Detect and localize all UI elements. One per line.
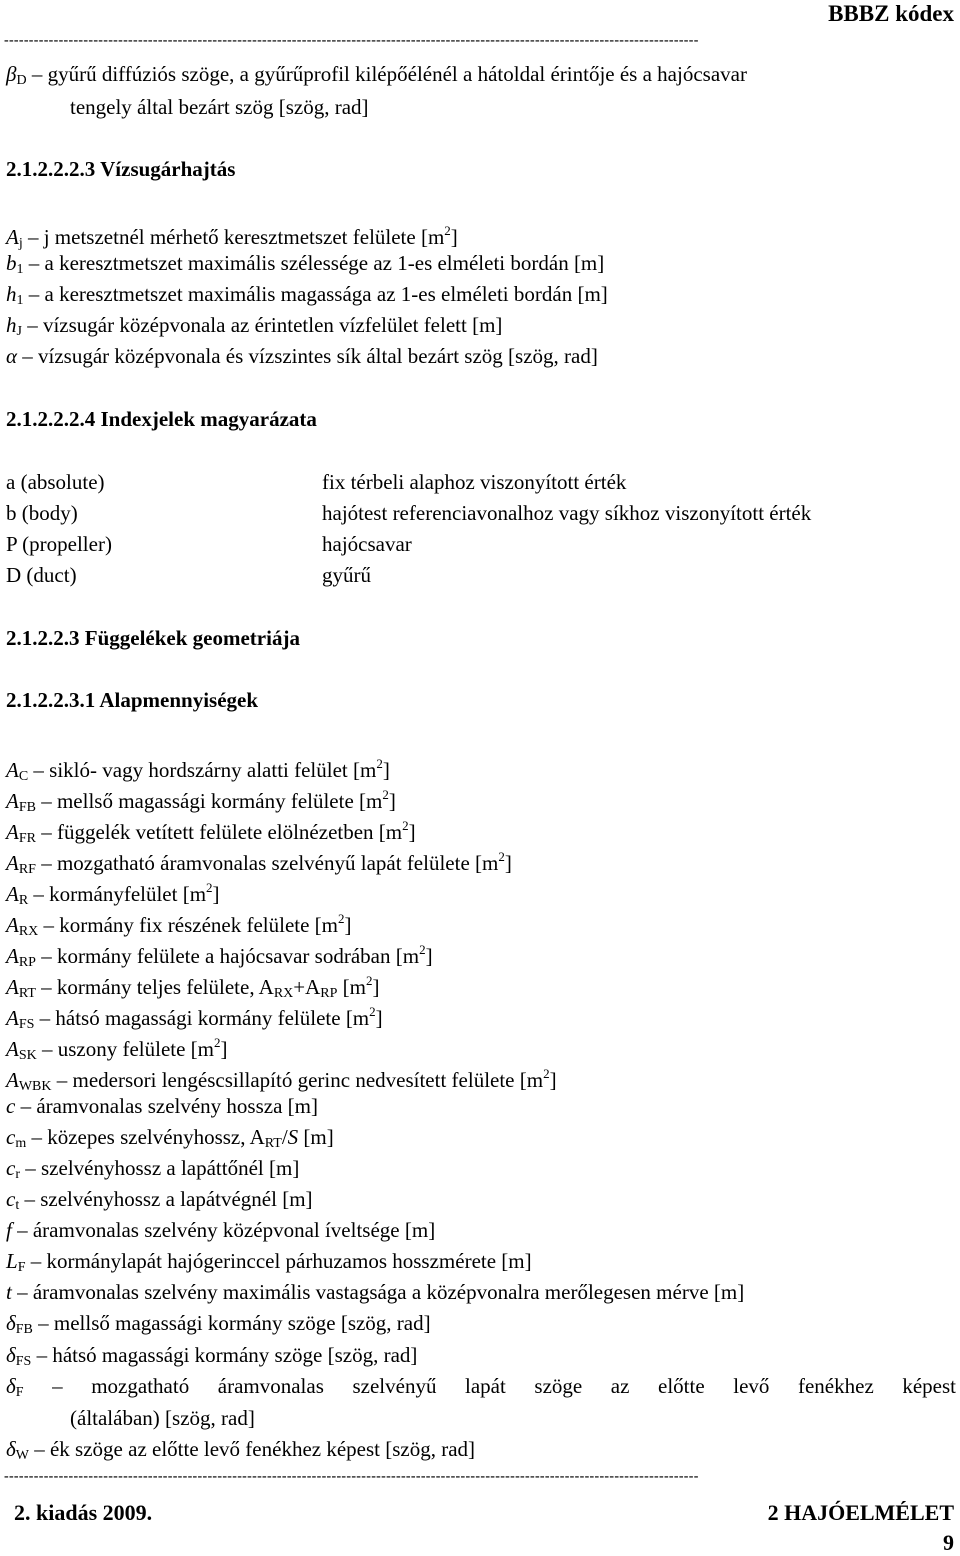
beta-sub: D — [16, 73, 27, 88]
item-sup: 2 — [376, 756, 383, 771]
item-symbol: c — [6, 1187, 16, 1211]
index-value: hajótest referenciavonalhoz vagy síkhoz viszonyított érték — [322, 501, 812, 525]
item-sub: RT — [18, 986, 36, 1001]
item-text: +A — [293, 975, 321, 999]
item-sub: r — [15, 1167, 20, 1182]
s1-item — [6, 251, 604, 282]
item-after: ] — [382, 758, 390, 782]
item-sup: 2 — [366, 973, 373, 988]
s4-item — [6, 1280, 744, 1304]
item-symbol: A — [6, 851, 19, 875]
s4-item — [6, 1311, 431, 1342]
item-text: – áramvonalas szelvény hossza [m] — [15, 1094, 318, 1118]
intro-beta-d-line — [6, 62, 747, 93]
item-after: ] — [388, 789, 396, 813]
item-sup: 2 — [382, 787, 389, 802]
item-symbol: A — [6, 944, 19, 968]
item-symbol: t — [6, 1280, 12, 1304]
item-after: ] — [549, 1068, 557, 1092]
item-symbol: b — [6, 251, 17, 275]
chapter-label: 2 HAJÓELMÉLET — [767, 1500, 954, 1525]
s4-item — [6, 1374, 956, 1405]
item-sup: 2 — [402, 818, 409, 833]
item-sub: RP — [320, 986, 338, 1001]
item-sub: FB — [18, 800, 36, 815]
item-symbol: A — [6, 1068, 19, 1092]
item-after: ] — [220, 1037, 228, 1061]
document-code-title: BBBZ kódex — [828, 1, 954, 26]
item-sup: 2 — [419, 942, 426, 957]
item-symbol: δ — [6, 1374, 16, 1398]
index-key: D (duct) — [6, 563, 77, 587]
item-sub: 1 — [16, 293, 24, 308]
item-symbol: A — [6, 1037, 19, 1061]
item-text: [m — [337, 975, 366, 999]
item-text: – kormányfelület [m — [28, 882, 207, 906]
item-text: [m] — [298, 1125, 334, 1149]
item-symbol: A — [6, 820, 19, 844]
item-symbol: A — [6, 789, 19, 813]
item-text: – kormány felülete a hajócsavar sodrában [m — [35, 944, 420, 968]
item-sub: m — [15, 1136, 27, 1151]
heading-alapmennyisegek: 2.1.2.2.3.1 Alapmennyiségek — [6, 688, 259, 712]
s4-item — [70, 1406, 255, 1430]
s1-item — [6, 282, 608, 313]
item-text: – kormány teljes felülete, A — [35, 975, 274, 999]
item-symbol: δ — [6, 1311, 16, 1335]
item-symbol: A — [6, 882, 19, 906]
item-sub: WBK — [18, 1079, 52, 1094]
item-sub: RT — [264, 1136, 282, 1151]
item-sup: 2 — [214, 1035, 221, 1050]
item-symbol: A — [6, 1006, 19, 1030]
item-text: / — [281, 1125, 288, 1149]
beta-symbol: β — [6, 62, 17, 86]
item-sup: 2 — [206, 880, 213, 895]
item-symbol: L — [6, 1249, 18, 1273]
item-text: – medersori lengéscsillapító gerinc nedvesített felülete [m — [51, 1068, 544, 1092]
item-text: – áramvonalas szelvény középvonal íveltsége [m] — [11, 1218, 436, 1242]
item-text: – mozgatható áramvonalas szelvényű lapát felülete [m — [35, 851, 499, 875]
s4-item — [6, 1156, 299, 1187]
item-text: – hátsó magassági kormány felülete [m — [34, 1006, 370, 1030]
s4-item — [6, 1094, 318, 1118]
item-text: (általában) [szög, rad] — [70, 1406, 255, 1430]
item-symbol: c — [6, 1125, 16, 1149]
item-symbol: A — [6, 225, 19, 249]
s1-item — [6, 344, 598, 368]
item-after: ] — [375, 1006, 383, 1030]
item-text: – uszony felülete [m — [36, 1037, 215, 1061]
index-key: a (absolute) — [6, 470, 105, 494]
index-key: P (propeller) — [6, 532, 112, 556]
item-after: ] — [504, 851, 512, 875]
item-text: – sikló- vagy hordszárny alatti felület [m — [28, 758, 377, 782]
item-text: – közepes szelvényhossz, A — [26, 1125, 265, 1149]
item-text: – mellső magassági kormány felülete [m — [35, 789, 383, 813]
item-symbol: h — [6, 282, 17, 306]
intro-text: – gyűrű diffúziós szöge, a gyűrűprofil kilépőélénél a hátoldal érintője és a hajócsavar — [31, 62, 747, 86]
item-sup: 2 — [338, 911, 345, 926]
item-after: ] — [425, 944, 433, 968]
index-key: b (body) — [6, 501, 78, 525]
item-sub: RX — [273, 986, 294, 1001]
item-text: – szelvényhossz a lapáttőnél [m] — [20, 1156, 300, 1180]
item-symbol: S — [287, 1125, 299, 1149]
footer-rule: -------------------------------------------------------------------------------------------------------------------------------------------- — [4, 1469, 699, 1484]
s4-item — [6, 1218, 435, 1242]
item-text: – mellső magassági kormány szöge [szög, rad] — [32, 1311, 431, 1335]
item-after: ] — [344, 913, 352, 937]
item-symbol: δ — [6, 1343, 16, 1367]
item-after: ] — [408, 820, 416, 844]
s4-item — [6, 1187, 313, 1218]
s4-item — [6, 1437, 475, 1468]
edition-label: 2. kiadás 2009. — [14, 1500, 153, 1525]
item-text: – kormánylapát hajógerinccel párhuzamos hosszmérete [m] — [25, 1249, 532, 1273]
item-after: ] — [372, 975, 380, 999]
item-symbol: A — [6, 913, 19, 937]
item-sub: C — [18, 769, 29, 784]
item-after: ] — [450, 225, 458, 249]
item-sub: J — [16, 324, 22, 339]
item-sub: FS — [18, 1017, 35, 1032]
s4-item — [6, 1125, 334, 1156]
item-symbol: f — [6, 1218, 12, 1242]
s4-item — [6, 1343, 417, 1374]
item-symbol: c — [6, 1094, 16, 1118]
item-sub: SK — [18, 1048, 37, 1063]
item-sub: RF — [18, 862, 36, 877]
item-text: – szelvényhossz a lapátvégnél [m] — [19, 1187, 313, 1211]
heading-fuggelekek: 2.1.2.2.3 Függelékek geometriája — [6, 626, 300, 650]
item-sub: FR — [18, 831, 36, 846]
item-symbol: δ — [6, 1437, 16, 1461]
page-number: 9 — [943, 1530, 954, 1555]
item-symbol: h — [6, 313, 17, 337]
item-text: – vízsugár középvonala és vízszintes sík által bezárt szög [szög, rad] — [17, 344, 598, 368]
heading-indexjelek: 2.1.2.2.2.4 Indexjelek magyarázata — [6, 407, 317, 431]
item-text: – hátsó magassági kormány szöge [szög, rad] — [31, 1343, 418, 1367]
index-value: gyűrű — [322, 563, 371, 587]
s4-item — [6, 1249, 532, 1280]
item-sub: RX — [18, 924, 39, 939]
item-symbol: α — [6, 344, 18, 368]
item-sup: 2 — [444, 223, 451, 238]
item-sup: 2 — [369, 1004, 376, 1019]
item-sub: FB — [15, 1322, 33, 1337]
index-value: hajócsavar — [322, 532, 412, 556]
item-sub: RP — [18, 955, 36, 970]
item-text: – kormány fix részének felülete [m — [38, 913, 338, 937]
item-text: – vízsugár középvonala az érintetlen vízfelület felett [m] — [21, 313, 503, 337]
item-after: ] — [212, 882, 220, 906]
item-text: – a keresztmetszet maximális magassága az 1-es elméleti bordán [m] — [23, 282, 608, 306]
item-sub: FS — [15, 1354, 32, 1369]
item-sub: F — [17, 1260, 26, 1275]
item-symbol: A — [6, 975, 19, 999]
item-sub: F — [15, 1385, 24, 1400]
item-text: – mozgatható áramvonalas szelvényű lapát szöge az előtte levő fenékhez képest — [23, 1374, 956, 1398]
item-text: – ék szöge az előtte levő fenékhez képest [szög, rad] — [28, 1437, 476, 1461]
item-sub: j — [18, 236, 23, 251]
intro-continuation: tengely által bezárt szög [szög, rad] — [70, 95, 369, 119]
heading-vizsugarhajtas: 2.1.2.2.2.3 Vízsugárhajtás — [6, 157, 236, 181]
item-sub: R — [18, 893, 29, 908]
item-text: – áramvonalas szelvény maximális vastagsága a középvonalra merőlegesen mérve [m] — [11, 1280, 745, 1304]
item-sub: 1 — [16, 262, 24, 277]
item-sub: t — [15, 1198, 20, 1213]
item-sup: 2 — [498, 849, 505, 864]
item-sub: W — [15, 1448, 29, 1463]
index-value: fix térbeli alaphoz viszonyított érték — [322, 470, 627, 494]
item-text: – a keresztmetszet maximális szélessége az 1-es elméleti bordán [m] — [23, 251, 605, 275]
s1-item — [6, 313, 502, 344]
item-text: – j metszetnél mérhető keresztmetszet felülete [m — [22, 225, 445, 249]
item-sup: 2 — [543, 1066, 550, 1081]
item-symbol: A — [6, 758, 19, 782]
item-text: – függelék vetített felülete elölnézetben [m — [35, 820, 403, 844]
header-rule: -------------------------------------------------------------------------------------------------------------------------------------------- — [4, 33, 699, 48]
item-symbol: c — [6, 1156, 16, 1180]
